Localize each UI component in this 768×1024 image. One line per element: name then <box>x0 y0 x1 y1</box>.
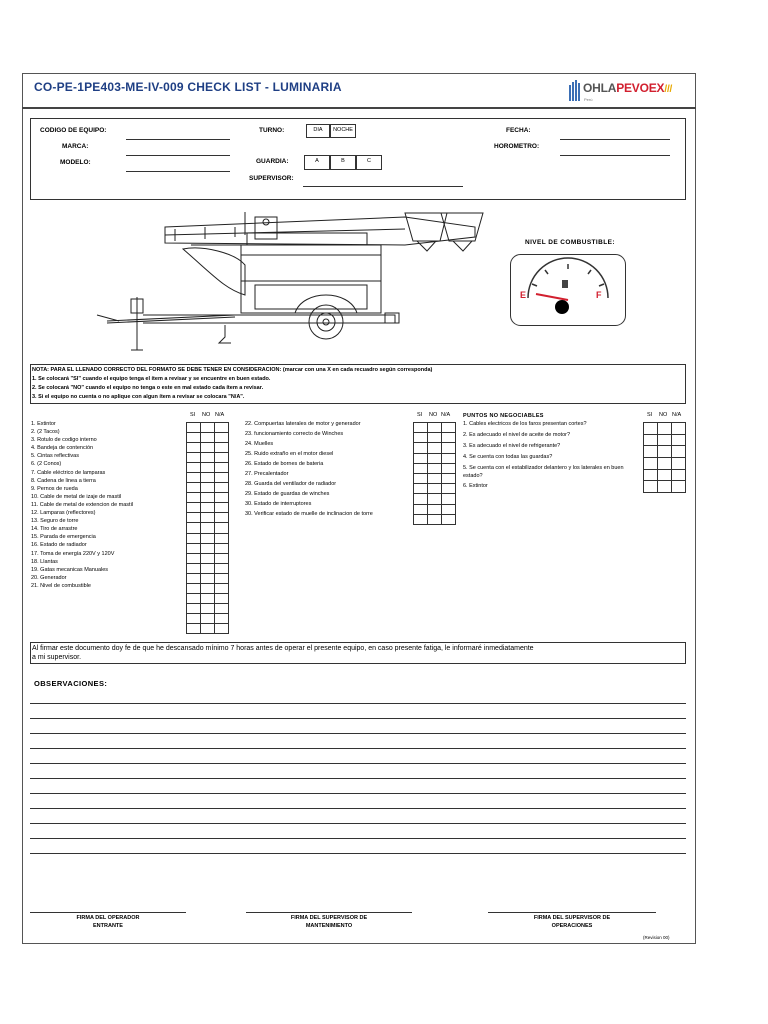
checklist-item: 5. Cintas reflectivas <box>31 453 79 460</box>
horometro-label: HOROMETRO: <box>494 143 540 150</box>
marca-label: MARCA: <box>62 143 89 150</box>
checklist-item: 6. Extintor <box>463 483 488 489</box>
instructions-line-1: 1. Se colocará "SI" cuando el equipo tenga el ítem a revisar y se encuentre en buen estado. <box>32 376 271 382</box>
checkbox-cell[interactable] <box>657 480 672 493</box>
checklist-item: 9. Pernos de rueda <box>31 485 78 492</box>
observation-line[interactable] <box>30 733 686 734</box>
operator-signature-label: FIRMA DEL OPERADOR ENTRANTE <box>76 915 140 929</box>
checklist-item: 14. Tiro de arrastre <box>31 526 78 533</box>
observation-line[interactable] <box>30 838 686 839</box>
checklist-item: 4. Bandeja de contención <box>31 445 94 452</box>
observation-line[interactable] <box>30 763 686 764</box>
checklist-item: 21. Nivel de combustible <box>31 582 91 589</box>
company-logo-subtext: Perú <box>584 97 593 102</box>
checkbox-cell[interactable] <box>186 623 201 634</box>
fecha-field[interactable] <box>560 139 670 140</box>
checklist-item: 8. Cadena de linea a tierra <box>31 477 96 484</box>
col2-header-si: SI <box>417 412 423 418</box>
instructions-heading: NOTA: PARA EL LLENADO CORRECTO DEL FORMATO SE DEBE TENER EN CONSIDERACION: (marcar con una X en cada recuadro según corresponda) <box>32 367 433 373</box>
observation-line[interactable] <box>30 853 686 854</box>
checklist-item: 13. Seguro de torre <box>31 518 79 525</box>
checklist-item: 2. Es adecuado el nivel de aceite de motor? <box>463 432 571 438</box>
marca-field[interactable] <box>126 155 230 156</box>
checklist-item: 17. Toma de energía 220V y 120V <box>31 550 115 557</box>
observation-line[interactable] <box>30 808 686 809</box>
checklist-item: 25. Ruido extraño en el motor diesel <box>245 451 334 457</box>
checklist-item: 26. Estado de bornes de bateria <box>245 461 324 467</box>
checklist-item: 18. Llantas <box>31 558 58 565</box>
checklist-item: 11. Cable de metal de extencion de mastil <box>31 501 134 508</box>
operator-signature-line[interactable] <box>30 912 186 913</box>
fuel-gauge-icon <box>510 254 626 326</box>
declaration-line-1: Al firmar este documento doy fe de que he descansado mínimo 7 horas antes de operar el presente equipo, en caso presente fatiga, le informaré inmediatamente <box>32 645 534 652</box>
observation-line[interactable] <box>30 823 686 824</box>
observaciones-label: OBSERVACIONES: <box>34 679 108 688</box>
checklist-item: 29. Estado de guardas de winches <box>245 491 330 497</box>
non-negotiable-heading: PUNTOS NO NEGOCIABLES <box>463 413 544 419</box>
codigo-field[interactable] <box>126 139 230 140</box>
col1-header-na: N/A <box>215 412 225 418</box>
checkbox-grid-col3[interactable] <box>643 422 685 492</box>
checklist-item: 3. Rotulo de codigo interno <box>31 437 97 444</box>
checklist-item: 22. Compuertas laterales de motor y generador <box>245 421 361 427</box>
fuel-empty-mark: E <box>520 290 527 300</box>
col1-header-si: SI <box>190 412 196 418</box>
title-divider <box>22 107 696 109</box>
turno-dia-box[interactable]: DIA <box>306 124 330 138</box>
checkbox-grid-col1[interactable] <box>186 422 228 633</box>
checkbox-grid-col2[interactable] <box>413 422 455 524</box>
modelo-field[interactable] <box>126 171 230 172</box>
checklist-column-3 <box>463 420 641 492</box>
checklist-column-2 <box>245 420 405 518</box>
observation-line[interactable] <box>30 778 686 779</box>
guardia-label: GUARDIA: <box>256 158 289 165</box>
guardia-b-box[interactable]: B <box>330 155 356 170</box>
observation-line[interactable] <box>30 793 686 794</box>
instructions-line-2: 2. Se colocará "NO" cuando el equipo no tenga o este en mal estado cada ítem a revisar. <box>32 385 264 391</box>
checklist-item: 23. funcionamiento correcto de Winches <box>245 431 344 437</box>
declaration-line-2: a mi supervisor. <box>32 654 82 661</box>
col2-header-no: NO <box>429 412 438 418</box>
checklist-item: 2. (2 Tacos) <box>31 429 60 436</box>
checklist-item: 5. Se cuenta con el estabilizador delantero y los laterales en buen estado? <box>463 465 624 479</box>
company-logo: OHLAPEVOEX/// <box>583 81 673 95</box>
fuel-full-mark: F <box>596 290 602 300</box>
operations-signature-line[interactable] <box>488 912 656 913</box>
guardia-a-box[interactable]: A <box>304 155 330 170</box>
col2-header-na: N/A <box>441 412 451 418</box>
checkbox-cell[interactable] <box>643 480 658 493</box>
fecha-label: FECHA: <box>506 127 531 134</box>
light-tower-trailer-diagram <box>95 205 490 353</box>
checklist-item: 20. Generador <box>31 574 67 581</box>
instructions-line-3: 3. Si el equipo no cuenta o no aplique con algun ítem a revisar se colocara "N/A". <box>32 394 245 400</box>
checkbox-cell[interactable] <box>200 623 215 634</box>
form-title: CO-PE-1PE403-ME-IV-009 CHECK LIST - LUMINARIA <box>34 80 342 94</box>
company-logo-icon <box>568 79 582 103</box>
turno-label: TURNO: <box>259 127 285 134</box>
fuel-label: NIVEL DE COMBUSTIBLE: <box>525 239 615 246</box>
col3-header-si: SI <box>647 412 653 418</box>
checklist-item: 12. Lamparas (reflectores) <box>31 510 96 517</box>
col3-header-no: NO <box>659 412 668 418</box>
checkbox-cell[interactable] <box>214 623 229 634</box>
col3-header-na: N/A <box>672 412 682 418</box>
supervisor-field[interactable] <box>303 186 463 187</box>
maintenance-signature-label: FIRMA DEL SUPERVISOR DE MANTENIMIENTO <box>290 915 368 929</box>
checklist-item: 28. Guarda del ventilador de radiador <box>245 481 337 487</box>
checklist-item: 10. Cable de metal de izaje de mastil <box>31 493 122 500</box>
codigo-label: CODIGO DE EQUIPO: <box>40 127 107 134</box>
checkbox-cell[interactable] <box>413 514 428 525</box>
checklist-item: 19. Gatas mecanicas Manuales <box>31 566 109 573</box>
observation-line[interactable] <box>30 718 686 719</box>
checklist-item: 4. Se cuenta con todas las guardas? <box>463 454 553 460</box>
checklist-column-1 <box>31 420 133 590</box>
checklist-item: 30. Estado de interruptores <box>245 501 312 507</box>
checkbox-cell[interactable] <box>671 480 686 493</box>
guardia-c-box[interactable]: C <box>356 155 382 170</box>
checkbox-cell[interactable] <box>441 514 456 525</box>
observation-line[interactable] <box>30 703 686 704</box>
checklist-item: 3. Es adecuado el nivel de refrigerante? <box>463 443 561 449</box>
revision-label: (Revision 00) <box>643 935 670 940</box>
checklist-item: 7. Cable eléctrico de lamparas <box>31 469 106 476</box>
supervisor-label: SUPERVISOR: <box>249 175 294 182</box>
checkbox-cell[interactable] <box>427 514 442 525</box>
modelo-label: MODELO: <box>60 159 91 166</box>
checklist-item: 1. Extintor <box>31 421 56 427</box>
checklist-item: 16. Estado de radiador <box>31 542 87 549</box>
col1-header-no: NO <box>202 412 211 418</box>
operations-signature-label: FIRMA DEL SUPERVISOR DE OPERACIONES <box>533 915 611 929</box>
checklist-item: 24. Muelles <box>245 441 274 447</box>
checklist-item: 30. Verificar estado de muelle de inclinacion de torre <box>245 511 373 517</box>
checklist-item: 6. (2 Conos) <box>31 461 62 468</box>
observation-line[interactable] <box>30 748 686 749</box>
maintenance-signature-line[interactable] <box>246 912 412 913</box>
checklist-item: 1. Cables electricos de los faros presentan cortes? <box>463 421 587 427</box>
checklist-item: 15. Parada de emergencia <box>31 534 96 541</box>
turno-noche-box[interactable]: NOCHE <box>330 124 356 138</box>
checklist-item: 27. Precalentador <box>245 471 289 477</box>
horometro-field[interactable] <box>560 155 670 156</box>
